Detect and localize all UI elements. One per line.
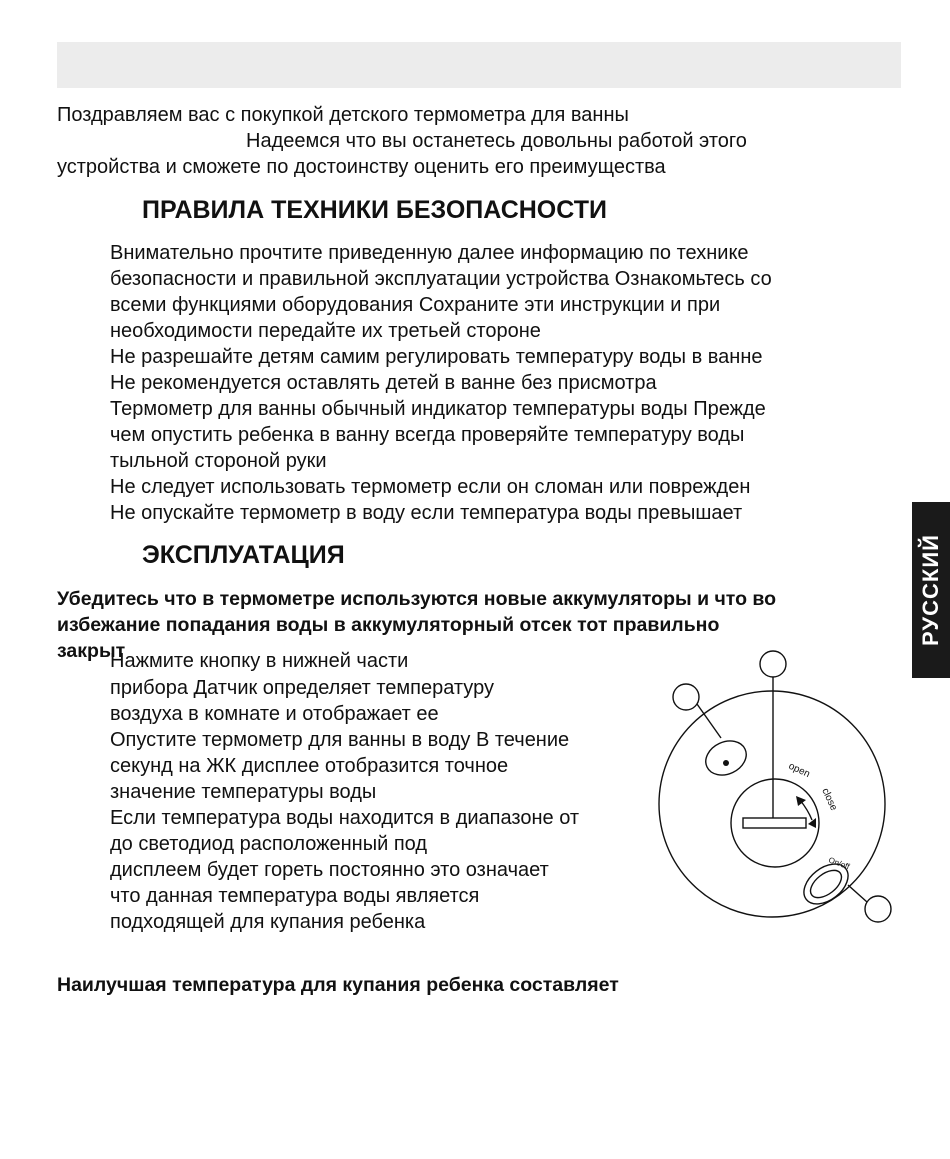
open-arrow-icon — [796, 796, 806, 806]
safety-heading: ПРАВИЛА ТЕХНИКИ БЕЗОПАСНОСТИ — [142, 196, 607, 224]
safety-line: Не разрешайте детям самим регулировать температуру воды в ванне — [110, 346, 763, 368]
safety-line: Не опускайте термометр в воду если температура воды превышает — [110, 502, 743, 524]
operation-heading: ЭКСПЛУАТАЦИЯ — [142, 541, 345, 569]
callout-top — [760, 651, 786, 677]
onoff-button-inner — [806, 865, 847, 903]
step-line: Опустите термометр для ванны в воду В течение — [110, 729, 570, 751]
callout-right — [865, 896, 891, 922]
warning-line: избежание попадания воды в аккумуляторный отсек тот правильно — [57, 614, 720, 636]
warning-line: Убедитесь что в термометре используются новые аккумуляторы и что во — [57, 588, 777, 610]
open-label: open — [786, 760, 812, 781]
thermometer-diagram — [630, 640, 900, 940]
step-line: Нажмите кнопку в нижней части — [110, 650, 409, 672]
intro-line-2: Надеемся что вы останетесь довольны работой этого — [246, 130, 747, 152]
safety-line: Внимательно прочтите приведенную далее информацию по технике — [110, 242, 749, 264]
callout-left — [673, 684, 699, 710]
step-line: прибора Датчик определяет температуру — [110, 677, 494, 699]
onoff-label: On/off — [827, 855, 851, 872]
safety-line: безопасности и правильной эксплуатации устройства Ознакомьтесь со — [110, 268, 772, 290]
close-label: close — [819, 786, 840, 813]
step-line: Если температура воды находится в диапазоне от — [110, 807, 580, 829]
header-bar — [57, 42, 901, 88]
language-tab-label: РУССКИЙ — [918, 534, 943, 646]
safety-line: тыльной стороной руки — [110, 450, 327, 472]
leader-right — [848, 885, 867, 902]
device-body — [659, 691, 885, 917]
step-line: что данная температура воды является — [110, 885, 480, 907]
safety-line: всеми функциями оборудования Сохраните эти инструкции и при — [110, 294, 721, 316]
intro-line-1: Поздравляем вас с покупкой детского термометра для ванны — [57, 104, 629, 126]
step-line: дисплеем будет гореть постоянно это означает — [110, 859, 549, 881]
cover-slot — [743, 818, 806, 828]
safety-line: Не рекомендуется оставлять детей в ванне без присмотра — [110, 372, 657, 394]
safety-line: Термометр для ванны обычный индикатор температуры воды Прежде — [110, 398, 766, 420]
best-temperature-line: Наилучшая температура для купания ребенка составляет — [57, 974, 619, 996]
step-line: значение температуры воды — [110, 781, 377, 803]
language-tab — [912, 502, 950, 678]
step-line: до светодиод расположенный под — [110, 833, 428, 855]
safety-line: Не следует использовать термометр если он сломан или поврежден — [110, 476, 751, 498]
sensor-oval — [700, 735, 752, 782]
leader-left — [697, 704, 721, 738]
safety-line: чем опустить ребенка в ванну всегда проверяйте температуру воды — [110, 424, 745, 446]
step-line: подходящей для купания ребенка — [110, 911, 426, 933]
warning-line: закрыт — [57, 640, 126, 662]
intro-line-3: устройства и сможете по достоинству оценить его преимущества — [57, 156, 666, 178]
step-line: секунд на ЖК дисплее отобразится точное — [110, 755, 509, 777]
safety-line: необходимости передайте их третьей стороне — [110, 320, 541, 342]
sensor-dot — [723, 760, 729, 766]
step-line: воздуха в комнате и отображает ее — [110, 703, 439, 725]
